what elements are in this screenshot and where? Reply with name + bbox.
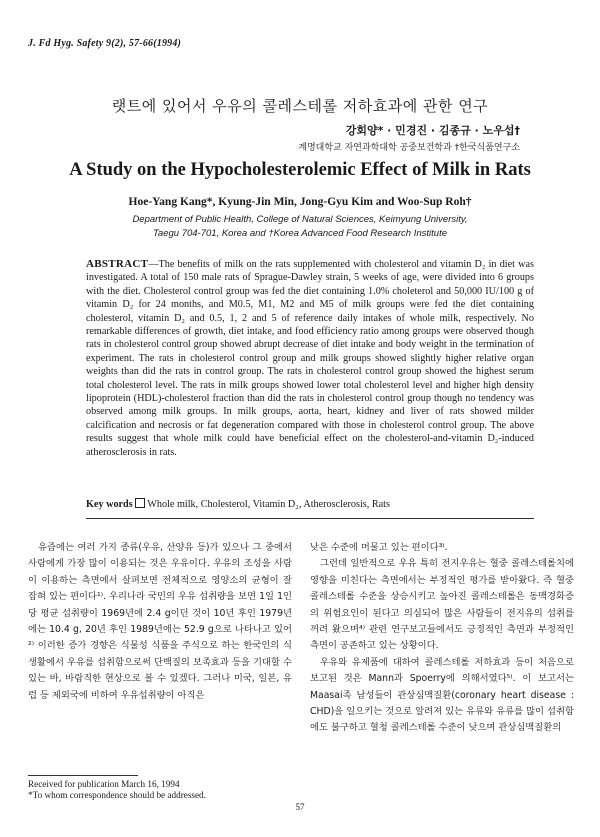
- abstract: [86, 258, 534, 459]
- keywords-rule: [86, 518, 534, 519]
- body-paragraph: 우유와 유제품에 대하여 콜레스테롤 저하효과 등이 처음으로 보고된 것은 Mann과 Spoerry에 의해서였다⁵⁾. 이 보고서는 Maasai족 남성들이 관상심맥질환(coronary heart disease : CHD)을 일으키는 것으로 알려져 있는 유류와 유류를 많이 섭취함에도 불구하고 혈청 콜레스테롤 수준이 낮으며 관상심맥질환의: [310, 656, 574, 734]
- korean-authors: 강회양* · 민경진 · 김종규 · 노우섭†: [345, 124, 520, 137]
- page-number: 57: [295, 802, 305, 812]
- korean-affiliation: 계명대학교 자연과학대학 공중보건학과 †한국식품연구소: [298, 143, 520, 153]
- footnotes: [28, 779, 292, 801]
- received-note: Received for publication March 16, 1994: [28, 779, 180, 789]
- keywords: [86, 498, 534, 510]
- body-paragraph: 그런데 일반적으로 우유 특히 전지우유는 혈중 콜레스테롤치에 영향을 미친다는 측면에서는 부정적인 평가를 받아왔다. 즉 혈중 콜레스테롤 수준을 상승시키고 높아진 콜레스테롤은 동맥경화증의 위험요인이 된다고 의심되어 많은 사람들이 전지유의 섭취를 꺼려 왔으며⁴⁾ 관련 연구보고들에서도 긍정적인 측면과 부정적인 측면이 공존하고 있는 상황이다.: [310, 558, 574, 652]
- body-left-column: [28, 540, 292, 704]
- body-paragraph: 유즙에는 여러 가지 종류(우유, 산양유 등)가 있으나 그 중에서 사람에게 가장 많이 이용되는 것은 우유이다. 우유의 조성을 사람이 이용하는 측면에서 살펴보면 전체적으로 영양소의 균형이 잘 잡혀 있는 편이다¹⁾. 우리나라 국민의 우유 섭취량을 보면 1일 1인당 평균 섭취량이 1969년에 2.4 g이던 것이 10년 후인 1979년에는 10.4 g, 20년 후인 1989년에는 52.9 g으로 나타나고 있어²⁾ 이러한 증가 경향은 식물성 식품을 주식으로 하는 한국인의 식생활에서 우유를 섭취함으로써 단백질의 보족효과 등을 기대할 수 있는 바, 바람직한 현상으로 볼 수 있겠다. 그러나 미국, 일본, 유럽 등 제외국에 비하여 우유섭취량이 아직은: [28, 542, 292, 701]
- affiliation-line-1: Department of Public Health, College of Natural Sciences, Keimyung University,: [132, 214, 468, 225]
- affiliation-line-2: Taegu 704-701, Korea and †Korea Advanced Food Research Institute: [153, 228, 447, 239]
- korean-title: 랫트에 있어서 우유의 콜레스테롤 저하효과에 관한 연구: [111, 97, 489, 115]
- keywords-text: Whole milk, Cholesterol, Vitamin D₂, Atherosclerosis, Rats: [147, 499, 390, 510]
- square-bullet-icon: [135, 498, 145, 508]
- journal-reference: J. Fd Hyg. Safety 9(2), 57-66(1994): [28, 38, 182, 49]
- english-affiliation: [0, 213, 600, 241]
- english-title: A Study on the Hypocholesterolemic Effect of Milk in Rats: [69, 160, 531, 180]
- body-right-column: [310, 540, 574, 737]
- correspondence-note: *To whom correspondence should be addressed.: [28, 790, 206, 800]
- footnote-rule: [28, 775, 138, 776]
- body-paragraph: 낮은 수준에 머물고 있는 편이다³⁾.: [310, 542, 448, 553]
- keywords-label: Key words: [86, 499, 133, 510]
- abstract-text: —The benefits of milk on the rats supplemented with cholesterol and vitamin D₂ in diet was investigated. A total of 150 male rats of Sprague-Dawley strain, 5 weeks of age, were divided into 6 groups with the diet. Cholesterol control group was fed the diet containing 1.0% choleterol and 50,000 IU/100 g of vitamin D₂ for 24 months, and M0.5, M1, M2 and M5 of milk groups were fed the diet containing cholesterol, vitamin D₂ and 0.5, 1, 2 and 5 of reference daily intakes of whole milk, respectively. No remarkable differences of growth, diet intake, and food efficiency ratio among groups were observed though rats in cholesterol control group showed abrupt decrease of diet intake and body weight in the termination of experiment. The rats in cholesterol control group and milk groups showed slightly higher relative organ weights than did the rats in control group. The rats in cholesterol control group showed the highest serum total cholesterol level. The rats in milk groups showed lower total cholesterol level and higher high density lipoprotein (HDL)-cholesterol fraction than did the rats in cholesterol control group though no tendency was observed among milk groups. In milk groups, aorta, heart, kidney and liver of rats showed milder calcification and necrosis or fat degeneration compared with those in cholesterol control group. The above results suggest that whole milk could have beneficial effect on the cholesterol-and-vitamin D₂-induced atherosclerosis in rats.: [86, 259, 534, 458]
- english-authors: Hoe-Yang Kang*, Kyung-Jin Min, Jong-Gyu Kim and Woo-Sup Roh†: [128, 196, 472, 208]
- abstract-label: ABSTRACT: [86, 258, 149, 270]
